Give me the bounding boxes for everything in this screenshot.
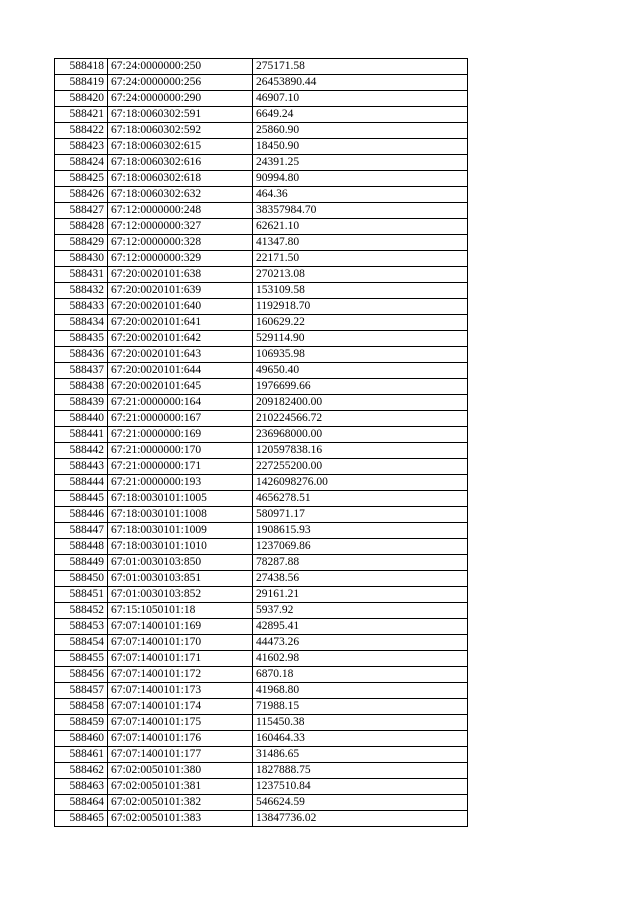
amount-cell: 120597838.16: [253, 443, 468, 459]
amount-cell: 160629.22: [253, 315, 468, 331]
cadastral-number-cell: 67:18:0060302:592: [108, 123, 253, 139]
table-row: [55, 683, 468, 699]
amount-cell: 1976699.66: [253, 379, 468, 395]
row-id-cell: 588453: [55, 619, 108, 635]
row-id-cell: 588437: [55, 363, 108, 379]
amount-cell: 1426098276.00: [253, 475, 468, 491]
table-row: [55, 555, 468, 571]
table-row: [55, 715, 468, 731]
row-id-cell: 588418: [55, 59, 108, 75]
cadastral-number-cell: 67:20:0020101:638: [108, 267, 253, 283]
row-id-cell: 588463: [55, 779, 108, 795]
row-id-cell: 588450: [55, 571, 108, 587]
table-row: [55, 363, 468, 379]
row-id-cell: 588422: [55, 123, 108, 139]
row-id-cell: 588433: [55, 299, 108, 315]
cadastral-number-cell: 67:01:0030103:850: [108, 555, 253, 571]
amount-cell: 29161.21: [253, 587, 468, 603]
amount-cell: 41968.80: [253, 683, 468, 699]
row-id-cell: 588447: [55, 523, 108, 539]
table-row: [55, 331, 468, 347]
cadastral-number-cell: 67:07:1400101:173: [108, 683, 253, 699]
row-id-cell: 588456: [55, 667, 108, 683]
cadastral-number-cell: 67:18:0060302:632: [108, 187, 253, 203]
table-row: [55, 203, 468, 219]
cadastral-number-cell: 67:07:1400101:174: [108, 699, 253, 715]
amount-cell: 270213.08: [253, 267, 468, 283]
cadastral-number-cell: 67:18:0060302:616: [108, 155, 253, 171]
row-id-cell: 588435: [55, 331, 108, 347]
cadastral-number-cell: 67:21:0000000:167: [108, 411, 253, 427]
cadastral-number-cell: 67:18:0030101:1009: [108, 523, 253, 539]
amount-cell: 210224566.72: [253, 411, 468, 427]
row-id-cell: 588442: [55, 443, 108, 459]
table-row: [55, 635, 468, 651]
amount-cell: 25860.90: [253, 123, 468, 139]
cadastral-number-cell: 67:21:0000000:164: [108, 395, 253, 411]
row-id-cell: 588436: [55, 347, 108, 363]
table-row: [55, 491, 468, 507]
cadastral-number-cell: 67:21:0000000:193: [108, 475, 253, 491]
row-id-cell: 588434: [55, 315, 108, 331]
amount-cell: 4656278.51: [253, 491, 468, 507]
table-row: [55, 667, 468, 683]
cadastral-number-cell: 67:12:0000000:329: [108, 251, 253, 267]
row-id-cell: 588459: [55, 715, 108, 731]
cadastral-number-cell: 67:02:0050101:380: [108, 763, 253, 779]
data-table: [54, 58, 468, 827]
table-row: [55, 443, 468, 459]
amount-cell: 41347.80: [253, 235, 468, 251]
table-row: [55, 571, 468, 587]
amount-cell: 153109.58: [253, 283, 468, 299]
cadastral-number-cell: 67:07:1400101:169: [108, 619, 253, 635]
row-id-cell: 588454: [55, 635, 108, 651]
cadastral-number-cell: 67:21:0000000:171: [108, 459, 253, 475]
cadastral-number-cell: 67:18:0030101:1008: [108, 507, 253, 523]
amount-cell: 38357984.70: [253, 203, 468, 219]
row-id-cell: 588428: [55, 219, 108, 235]
table-row: [55, 523, 468, 539]
cadastral-number-cell: 67:18:0060302:615: [108, 139, 253, 155]
cadastral-number-cell: 67:20:0020101:643: [108, 347, 253, 363]
table-row: [55, 171, 468, 187]
amount-cell: 49650.40: [253, 363, 468, 379]
cadastral-number-cell: 67:02:0050101:381: [108, 779, 253, 795]
table-row: [55, 587, 468, 603]
row-id-cell: 588446: [55, 507, 108, 523]
table-row: [55, 91, 468, 107]
amount-cell: 27438.56: [253, 571, 468, 587]
cadastral-number-cell: 67:24:0000000:290: [108, 91, 253, 107]
row-id-cell: 588420: [55, 91, 108, 107]
table-row: [55, 459, 468, 475]
cadastral-number-cell: 67:20:0020101:639: [108, 283, 253, 299]
table-row: [55, 779, 468, 795]
row-id-cell: 588465: [55, 811, 108, 827]
amount-cell: 236968000.00: [253, 427, 468, 443]
amount-cell: 6649.24: [253, 107, 468, 123]
cadastral-number-cell: 67:21:0000000:170: [108, 443, 253, 459]
cadastral-number-cell: 67:24:0000000:256: [108, 75, 253, 91]
table-row: [55, 139, 468, 155]
cadastral-number-cell: 67:07:1400101:171: [108, 651, 253, 667]
amount-cell: 71988.15: [253, 699, 468, 715]
row-id-cell: 588461: [55, 747, 108, 763]
table-row: [55, 235, 468, 251]
row-id-cell: 588451: [55, 587, 108, 603]
table-row: [55, 347, 468, 363]
row-id-cell: 588426: [55, 187, 108, 203]
cadastral-number-cell: 67:18:0030101:1010: [108, 539, 253, 555]
amount-cell: 106935.98: [253, 347, 468, 363]
amount-cell: 90994.80: [253, 171, 468, 187]
table-row: [55, 123, 468, 139]
cadastral-number-cell: 67:01:0030103:851: [108, 571, 253, 587]
table-row: [55, 731, 468, 747]
row-id-cell: 588431: [55, 267, 108, 283]
row-id-cell: 588419: [55, 75, 108, 91]
amount-cell: 5937.92: [253, 603, 468, 619]
data-table-body: [55, 59, 468, 827]
row-id-cell: 588443: [55, 459, 108, 475]
table-row: [55, 315, 468, 331]
row-id-cell: 588458: [55, 699, 108, 715]
cadastral-number-cell: 67:18:0030101:1005: [108, 491, 253, 507]
amount-cell: 580971.17: [253, 507, 468, 523]
cadastral-number-cell: 67:15:1050101:18: [108, 603, 253, 619]
row-id-cell: 588425: [55, 171, 108, 187]
row-id-cell: 588429: [55, 235, 108, 251]
table-row: [55, 699, 468, 715]
cadastral-number-cell: 67:12:0000000:327: [108, 219, 253, 235]
table-row: [55, 763, 468, 779]
amount-cell: 464.36: [253, 187, 468, 203]
cadastral-number-cell: 67:02:0050101:383: [108, 811, 253, 827]
cadastral-number-cell: 67:20:0020101:640: [108, 299, 253, 315]
table-row: [55, 59, 468, 75]
table-row: [55, 379, 468, 395]
amount-cell: 546624.59: [253, 795, 468, 811]
table-row: [55, 411, 468, 427]
row-id-cell: 588457: [55, 683, 108, 699]
row-id-cell: 588438: [55, 379, 108, 395]
row-id-cell: 588445: [55, 491, 108, 507]
amount-cell: 1237069.86: [253, 539, 468, 555]
table-row: [55, 75, 468, 91]
amount-cell: 13847736.02: [253, 811, 468, 827]
amount-cell: 31486.65: [253, 747, 468, 763]
amount-cell: 529114.90: [253, 331, 468, 347]
cadastral-number-cell: 67:12:0000000:248: [108, 203, 253, 219]
cadastral-number-cell: 67:20:0020101:642: [108, 331, 253, 347]
cadastral-number-cell: 67:02:0050101:382: [108, 795, 253, 811]
table-row: [55, 219, 468, 235]
table-row: [55, 267, 468, 283]
row-id-cell: 588462: [55, 763, 108, 779]
table-row: [55, 427, 468, 443]
amount-cell: 227255200.00: [253, 459, 468, 475]
amount-cell: 26453890.44: [253, 75, 468, 91]
amount-cell: 62621.10: [253, 219, 468, 235]
row-id-cell: 588421: [55, 107, 108, 123]
row-id-cell: 588460: [55, 731, 108, 747]
cadastral-number-cell: 67:18:0060302:618: [108, 171, 253, 187]
amount-cell: 44473.26: [253, 635, 468, 651]
cadastral-number-cell: 67:21:0000000:169: [108, 427, 253, 443]
amount-cell: 41602.98: [253, 651, 468, 667]
amount-cell: 209182400.00: [253, 395, 468, 411]
table-row: [55, 395, 468, 411]
cadastral-number-cell: 67:07:1400101:175: [108, 715, 253, 731]
table-row: [55, 107, 468, 123]
table-row: [55, 299, 468, 315]
table-row: [55, 283, 468, 299]
amount-cell: 24391.25: [253, 155, 468, 171]
cadastral-number-cell: 67:18:0060302:591: [108, 107, 253, 123]
cadastral-number-cell: 67:20:0020101:645: [108, 379, 253, 395]
amount-cell: 115450.38: [253, 715, 468, 731]
amount-cell: 18450.90: [253, 139, 468, 155]
amount-cell: 78287.88: [253, 555, 468, 571]
table-row: [55, 507, 468, 523]
row-id-cell: 588439: [55, 395, 108, 411]
amount-cell: 6870.18: [253, 667, 468, 683]
row-id-cell: 588449: [55, 555, 108, 571]
row-id-cell: 588464: [55, 795, 108, 811]
table-row: [55, 811, 468, 827]
amount-cell: 42895.41: [253, 619, 468, 635]
cadastral-number-cell: 67:07:1400101:177: [108, 747, 253, 763]
cadastral-number-cell: 67:20:0020101:641: [108, 315, 253, 331]
row-id-cell: 588432: [55, 283, 108, 299]
row-id-cell: 588424: [55, 155, 108, 171]
table-row: [55, 251, 468, 267]
row-id-cell: 588427: [55, 203, 108, 219]
amount-cell: 1827888.75: [253, 763, 468, 779]
table-row: [55, 747, 468, 763]
amount-cell: 1237510.84: [253, 779, 468, 795]
cadastral-number-cell: 67:07:1400101:172: [108, 667, 253, 683]
row-id-cell: 588430: [55, 251, 108, 267]
cadastral-number-cell: 67:24:0000000:250: [108, 59, 253, 75]
cadastral-number-cell: 67:07:1400101:176: [108, 731, 253, 747]
row-id-cell: 588441: [55, 427, 108, 443]
amount-cell: 22171.50: [253, 251, 468, 267]
table-row: [55, 155, 468, 171]
row-id-cell: 588448: [55, 539, 108, 555]
table-row: [55, 603, 468, 619]
amount-cell: 1908615.93: [253, 523, 468, 539]
table-row: [55, 539, 468, 555]
cadastral-number-cell: 67:01:0030103:852: [108, 587, 253, 603]
cadastral-number-cell: 67:07:1400101:170: [108, 635, 253, 651]
amount-cell: 275171.58: [253, 59, 468, 75]
cadastral-number-cell: 67:20:0020101:644: [108, 363, 253, 379]
row-id-cell: 588444: [55, 475, 108, 491]
table-row: [55, 619, 468, 635]
amount-cell: 1192918.70: [253, 299, 468, 315]
amount-cell: 160464.33: [253, 731, 468, 747]
cadastral-number-cell: 67:12:0000000:328: [108, 235, 253, 251]
table-row: [55, 651, 468, 667]
table-row: [55, 187, 468, 203]
table-row: [55, 475, 468, 491]
table-row: [55, 795, 468, 811]
row-id-cell: 588423: [55, 139, 108, 155]
row-id-cell: 588452: [55, 603, 108, 619]
row-id-cell: 588455: [55, 651, 108, 667]
amount-cell: 46907.10: [253, 91, 468, 107]
row-id-cell: 588440: [55, 411, 108, 427]
